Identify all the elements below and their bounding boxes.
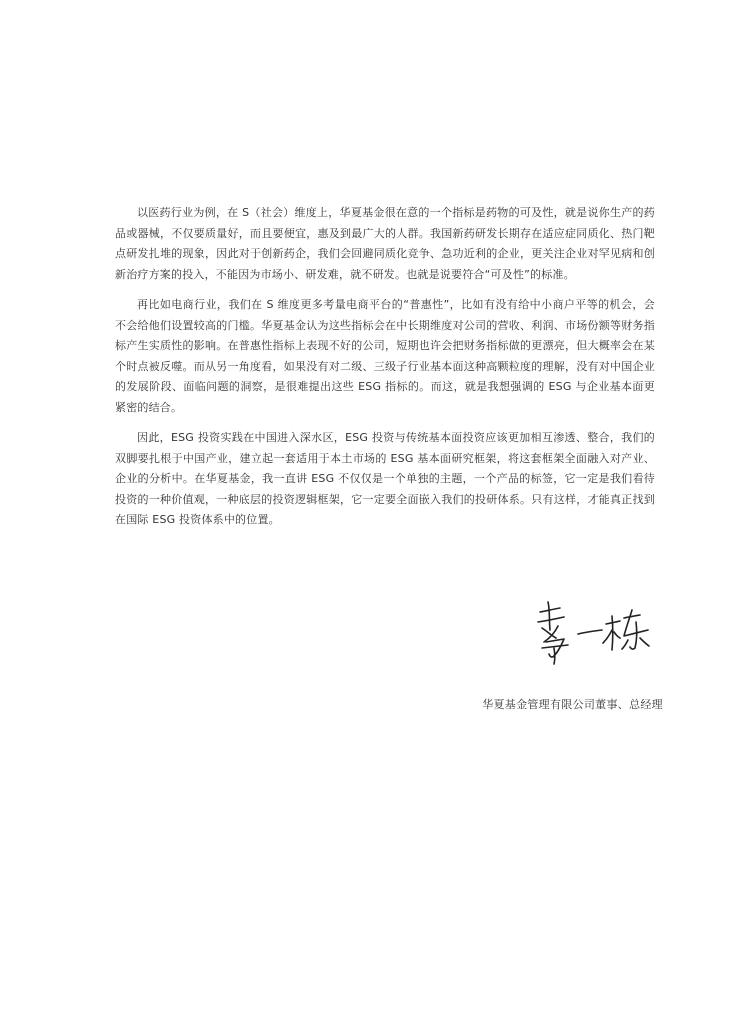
- paragraph-conclusion: 因此，ESG 投资实践在中国进入深水区，ESG 投资与传统基本面投资应该更加相互渗透、整合，我们的双脚要扎根于中国产业，建立起一套适用于本土市场的 ESG 基本面研究框架，将这套框架全面融入对产业、企业的分析中。在华夏基金，我一直讲 ESG 不仅仅是一个单独的主题，一个产品的标签，它一定是我们看待投资的一种价值观，一种底层的投资逻辑框架，它一定要全面嵌入我们的投研体系。只有这样，才能真正找到在国际 ESG 投资体系中的位置。: [115, 431, 655, 526]
- signer-title: 华夏基金管理有限公司董事、总经理: [482, 698, 663, 711]
- paragraph-ecommerce: 再比如电商行业，我们在 S 维度更多考量电商平台的“普惠性”，比如有没有给中小商户平等的机会，会不会给他们设置较高的门槛。华夏基金认为这些指标会在中长期维度对公司的营收、利润、市场份额等财务指标产生实质性的影响。在普惠性指标上表现不好的公司，短期也许会把财务指标做的更漂亮，但大概率会在某个时点被反噬。而从另一角度看，如果没有对二级、三级子行业基本面这种高颗粒度的理解，没有对中国企业的发展阶段、面临问题的洞察，是很难提出这些 ESG 指标的。而这，就是我想强调的 ESG 与企业基本面更紧密的结合。: [115, 298, 655, 414]
- handwritten-signature: [528, 590, 658, 670]
- paragraph-healthcare: 以医药行业为例，在 S（社会）维度上，华夏基金很在意的一个指标是药物的可及性，就是说你生产的药品或器械，不仅要质量好，而且要便宜，惠及到最广大的人群。我国新药研发长期存在适应症同质化、热门靶点研发扎堆的现象，因此对于创新药企，我们会回避同质化竞争、急功近利的企业，更关注企业对罕见病和创新治疗方案的投入，不能因为市场小、研发难，就不研发。也就是说要符合“可及性”的标准。: [115, 206, 655, 281]
- letter-body: [115, 203, 655, 541]
